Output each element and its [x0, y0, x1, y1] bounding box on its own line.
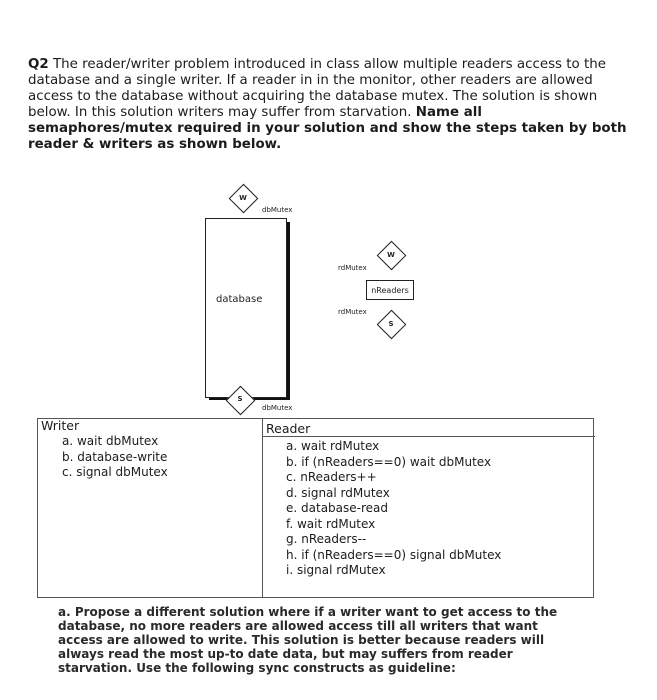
table-divider — [262, 418, 263, 598]
question-body: The reader/writer problem introduced in class allow multiple readers access to the database and a single writer. If a reader in in the monitor, other readers are allowed access to the database without acquiring the database mutex. The solution is shown below. In this solution writers may suffer from starvation. — [28, 57, 606, 120]
part-a-question — [58, 605, 578, 675]
reader-step: e. database-read — [286, 501, 388, 515]
question-instruction: Name all semaphores/mutex required in your solution and show the steps taken by both reader & writers as shown below. — [28, 105, 627, 152]
database-label: database — [216, 294, 263, 305]
writer-step: a. wait dbMutex — [62, 434, 159, 448]
reader-step: d. signal rdMutex — [286, 485, 390, 500]
writer-heading: Writer — [41, 418, 80, 433]
reader-step: c. nReaders++ — [286, 470, 377, 484]
db-mutex-top-symbol: W — [239, 194, 247, 202]
rd-mutex-top-label: rdMutex — [338, 264, 367, 272]
question-number: Q2 — [28, 57, 49, 72]
reader-step: i. signal rdMutex — [286, 563, 386, 577]
writer-step: c. signal dbMutex — [62, 465, 168, 479]
question-text — [28, 57, 628, 153]
reader-step: g. nReaders-- — [286, 532, 367, 546]
part-a-text: Propose a different solution where if a writer want to get access to the database, no more readers are allowed access till all writers that want access are allowed to write. This solution is better because readers will always read the most up-to date data, but may suffers from reader starvation. Use the following sync constructs as guideline: — [58, 605, 558, 675]
reader-heading-rule — [262, 436, 595, 437]
db-mutex-top-label: dbMutex — [262, 206, 293, 214]
reader-step: b. if (nReaders==0) wait dbMutex — [286, 454, 492, 469]
reader-steps — [286, 439, 501, 579]
rd-mutex-top-symbol: W — [387, 251, 395, 259]
reader-heading: Reader — [266, 421, 311, 436]
reader-step: a. wait rdMutex — [286, 439, 380, 453]
rd-mutex-bottom-label: rdMutex — [338, 308, 367, 316]
reader-step: f. wait rdMutex — [286, 516, 376, 531]
writer-step: b. database-write — [62, 449, 168, 464]
rd-mutex-bottom-symbol: S — [388, 320, 394, 328]
db-mutex-bottom-label: dbMutex — [262, 404, 293, 412]
nreaders-box: nReaders — [366, 280, 414, 300]
db-mutex-bottom-symbol: S — [237, 395, 243, 403]
reader-step: h. if (nReaders==0) signal dbMutex — [286, 547, 502, 562]
database-box — [205, 218, 287, 398]
part-a-label: a. — [58, 605, 71, 619]
writer-steps — [62, 434, 168, 481]
